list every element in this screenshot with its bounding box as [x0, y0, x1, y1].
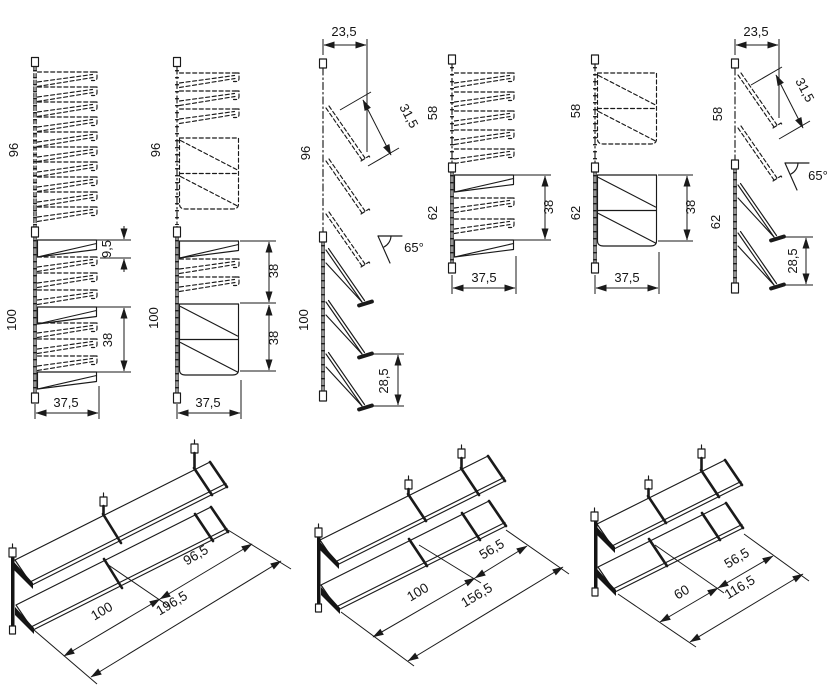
lower-rail — [734, 169, 736, 284]
dim-label-depth: 37,5 — [53, 395, 79, 410]
dim-label-segment-right: 56,5 — [476, 535, 507, 563]
iso-view-2 — [315, 445, 569, 666]
dim-label-angle: 65° — [808, 168, 828, 183]
solid-bracket — [180, 241, 239, 258]
magazine-box-solid — [598, 175, 657, 246]
side-view-4 — [425, 55, 556, 294]
rail-foot — [449, 263, 456, 273]
rail-foot — [592, 263, 599, 273]
magazine-box-dashed — [598, 73, 657, 144]
lower-angled-shelves — [738, 184, 784, 289]
lower-shelf-positions — [180, 259, 240, 292]
lower-rail — [594, 172, 596, 264]
magazine-box-dashed — [180, 138, 239, 209]
rail-joint — [320, 232, 327, 242]
dim-label-bracket-pitch: 38 — [100, 332, 115, 348]
dim-label-upper-rail: 58 — [568, 103, 583, 119]
rail-foot — [732, 283, 739, 293]
dim-label-pitch: 31,5 — [792, 75, 818, 105]
dim-label-lower-rail: 100 — [4, 309, 19, 331]
dim-label-segment-left: 100 — [88, 598, 116, 624]
rail-joint — [732, 160, 739, 169]
dim-label-total: 156,5 — [458, 580, 496, 611]
lower-shelf-positions — [455, 198, 515, 234]
upper-shelf-positions — [180, 73, 240, 124]
dim-label-segment-left: 100 — [404, 579, 432, 605]
dim-label-foot-pitch: 28,5 — [785, 248, 800, 274]
dim-label-upper-rail: 96 — [298, 145, 313, 161]
dim-label-foot-pitch: 28,5 — [376, 368, 391, 394]
angle-symbol — [378, 236, 402, 263]
rail-hook — [592, 55, 599, 64]
dim-label-segment-right: 56,5 — [721, 544, 752, 572]
side-view-6 — [708, 24, 828, 293]
upper-angled-shelves — [326, 106, 371, 267]
dim-top-width — [735, 39, 779, 118]
dim-label-lower-rail: 62 — [425, 205, 440, 221]
magazine-box-solid — [180, 304, 239, 375]
rail-foot — [174, 393, 181, 403]
upper-angled-shelves — [738, 73, 783, 181]
dim-label-total: 116,5 — [721, 572, 758, 603]
dim-label-hole-pitch: 9,5 — [99, 239, 114, 259]
rail-hook — [449, 55, 456, 64]
iso-view-3 — [591, 445, 809, 647]
solid-brackets — [38, 240, 97, 389]
dim-label-lower-rail: 62 — [568, 205, 583, 221]
solid-brackets — [455, 175, 514, 257]
dim-label-upper-rail: 58 — [425, 105, 440, 121]
dim-label-lower-rail: 62 — [708, 214, 723, 230]
dim-label-pitch-a: 38 — [266, 263, 281, 279]
dim-label-bracket-pitch: 38 — [683, 199, 698, 215]
dim-label-pitch-b: 38 — [266, 330, 281, 346]
rail-joint — [32, 227, 39, 237]
lower-rail — [34, 237, 36, 393]
dim-label-pitch: 31,5 — [396, 101, 422, 131]
rail-hook — [320, 59, 327, 68]
dim-label-top-width: 23,5 — [331, 24, 357, 39]
lower-rail — [322, 242, 324, 391]
dim-label-depth: 37,5 — [614, 270, 640, 285]
dim-label-segment-right: 96,5 — [180, 541, 211, 569]
lower-rail — [451, 172, 453, 264]
rail-joint — [174, 227, 181, 237]
dim-pitch — [340, 92, 399, 166]
dim-label-bracket-pitch: 38 — [541, 199, 556, 215]
dim-label-depth: 37,5 — [195, 395, 221, 410]
iso-view-1 — [9, 440, 291, 684]
dim-label-total: 196,5 — [153, 588, 191, 619]
rail-foot — [32, 393, 39, 403]
rail-foot — [320, 391, 327, 401]
side-view-3 — [296, 24, 424, 410]
rail-hook — [32, 58, 39, 67]
dim-label-angle: 65° — [404, 240, 424, 255]
angle-symbol — [785, 163, 809, 190]
dim-label-top-width: 23,5 — [743, 24, 769, 39]
lower-angled-shelves — [326, 249, 372, 410]
side-view-2 — [146, 58, 281, 420]
dim-label-depth: 37,5 — [471, 270, 497, 285]
upper-shelf-positions — [455, 73, 515, 164]
side-view-1 — [4, 58, 131, 420]
rail-hook — [174, 58, 181, 67]
upper-shelf-positions — [38, 72, 98, 222]
lower-rail — [176, 237, 178, 393]
dim-label-lower-rail: 100 — [146, 307, 161, 329]
dim-label-lower-rail: 100 — [296, 309, 311, 331]
dim-label-upper-rail: 96 — [148, 142, 163, 158]
rail-joint — [592, 163, 599, 172]
upper-rail — [34, 67, 36, 227]
dim-label-segment-left: 60 — [671, 581, 692, 603]
rail-hook — [732, 59, 739, 68]
dim-label-upper-rail: 58 — [710, 106, 725, 122]
side-view-5 — [568, 55, 698, 294]
dim-label-upper-rail: 96 — [6, 142, 21, 158]
rail-joint — [449, 163, 456, 172]
